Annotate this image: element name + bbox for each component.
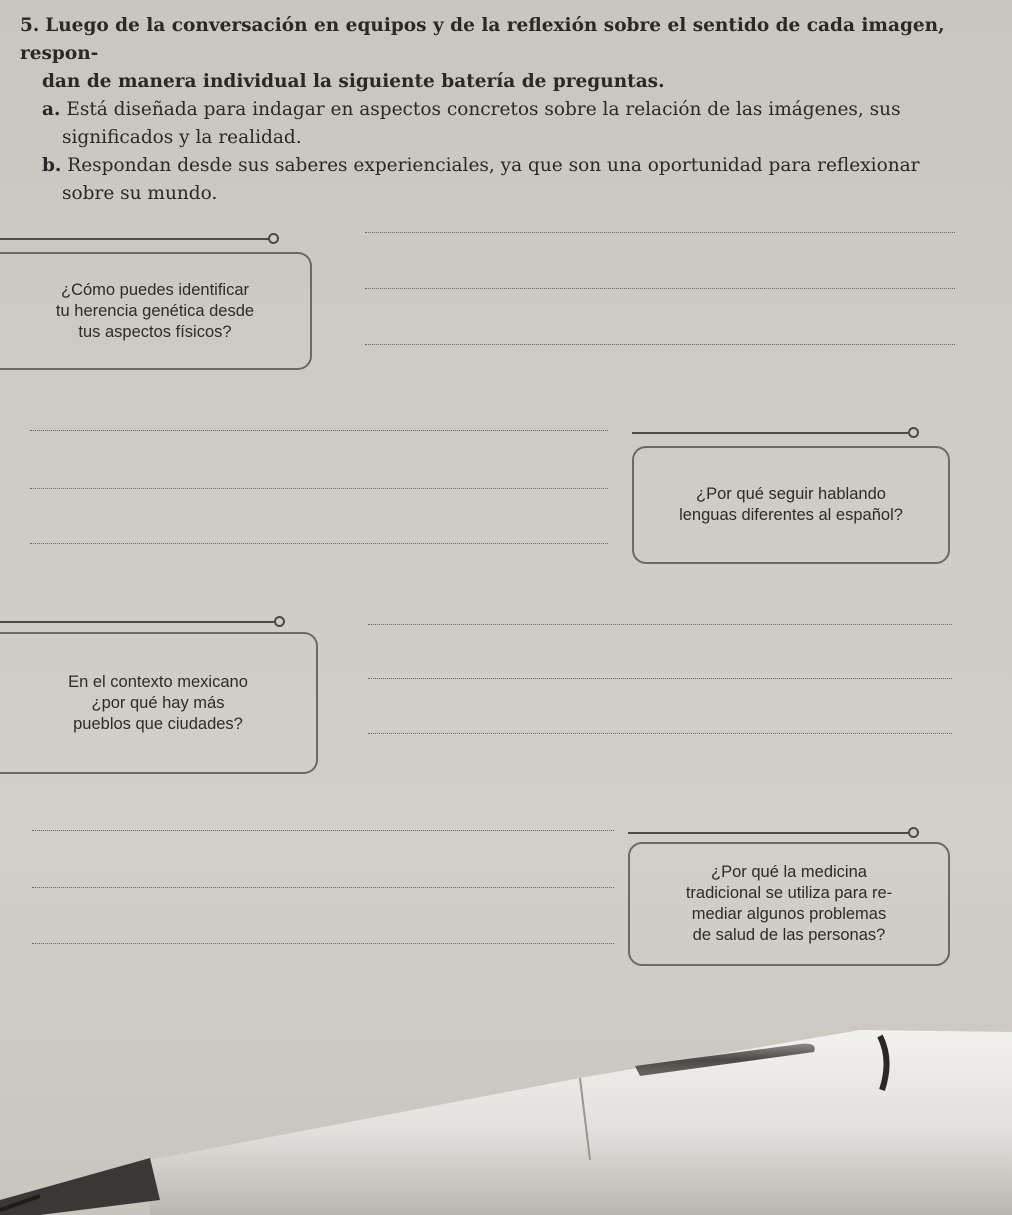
question-3-answer-line-3[interactable] [368,733,952,734]
question-3-box [0,632,318,774]
question-3-text: En el contexto mexicano ¿por qué hay más pueblos que ciudades? [68,672,248,733]
question-4-top-line [628,832,910,834]
question-1-answer-line-3[interactable] [365,344,955,345]
instruction-a-line-2: significados y la realidad. [62,127,302,148]
question-4-dot [908,827,919,838]
question-2-answer-line-1[interactable] [30,430,608,431]
question-2-answer-line-2[interactable] [30,488,608,489]
question-2-answer-line-3[interactable] [30,543,608,544]
question-4-answer-line-3[interactable] [32,943,614,944]
instruction-line-1: 5. Luego de la conversación en equipos y de la reflexión sobre el sentido de cada imagen, respon- [20,15,945,64]
question-2-dot [908,427,919,438]
question-3-dot [274,616,285,627]
instruction-b-line-2: sobre su mundo. [62,183,218,204]
question-4-answer-line-1[interactable] [32,830,614,831]
question-3-answer-line-1[interactable] [368,624,952,625]
pen-image [0,1000,1012,1215]
instruction-b-line-1: b. Respondan desde sus saberes experienciales, ya que son una oportunidad para reflexionar [42,155,920,176]
question-4-box [628,842,950,966]
instructions [20,12,980,208]
question-4-text: ¿Por qué la medicina tradicional se utiliza para re- mediar algunos problemas de salud de las personas? [685,863,893,944]
question-2-text: ¿Por qué seguir hablando lenguas diferentes al español? [679,485,903,524]
question-2-box [632,446,950,564]
question-1-answer-line-1[interactable] [365,232,955,233]
question-4-answer-line-2[interactable] [32,887,614,888]
instruction-line-2: dan de manera individual la siguiente batería de preguntas. [42,71,665,92]
question-1-text: ¿Cómo puedes identificar tu herencia genética desde tus aspectos físicos? [55,280,255,341]
pen-tip [0,1158,160,1215]
question-1-dot [268,233,279,244]
pen-barrel [150,1030,1012,1215]
question-3-top-line [0,621,276,623]
question-1-box [0,252,312,370]
question-1-answer-line-2[interactable] [365,288,955,289]
question-1-top-line [0,238,270,240]
question-2-top-line [632,432,910,434]
instruction-a-line-1: a. Está diseñada para indagar en aspectos concretos sobre la relación de las imágenes, sus [42,99,901,120]
question-3-answer-line-2[interactable] [368,678,952,679]
